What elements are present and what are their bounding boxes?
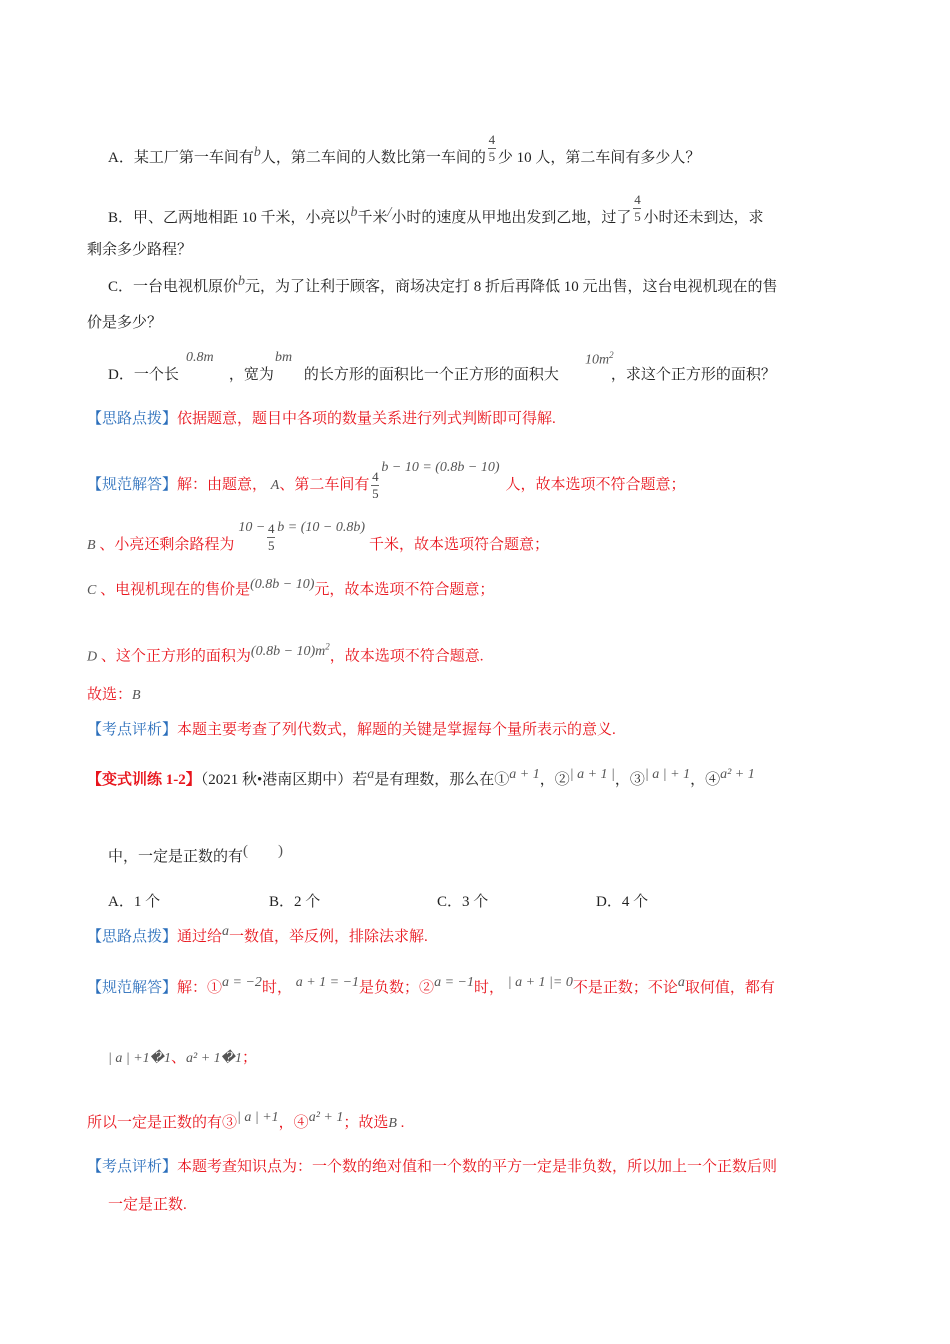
solution-a-line — [87, 459, 686, 501]
text: 是负数；② — [359, 980, 435, 996]
answer-blank: ( ) — [243, 843, 284, 859]
math-a: a — [367, 767, 375, 782]
inequality-line — [108, 1048, 257, 1069]
text: 不是正数；不论 — [572, 980, 678, 996]
math-expression: | a | +1�1 — [108, 1051, 171, 1066]
numerator: 4 — [488, 132, 496, 147]
text: 中，一定是正数的有 — [108, 849, 244, 865]
math-expression: 10 − — [238, 519, 266, 535]
math-a: a — [677, 975, 685, 990]
text: 少 10 人，第二车间有多少人？ — [497, 149, 701, 166]
math-exponent: 2 — [325, 641, 330, 651]
solution-label: 【规范解答】 — [87, 980, 178, 996]
option-b: B．2 个 — [269, 894, 321, 910]
math-expression: | a + 1 |= 0 — [507, 975, 573, 990]
math-area-base: 10m — [585, 352, 610, 368]
math-expression: | a + 1 | — [569, 767, 615, 782]
math-width: bm — [275, 350, 293, 365]
text: （2021 秋•港南区期中）若 — [200, 772, 368, 788]
review-label: 【考点评析】 — [87, 1159, 178, 1175]
text: 人，第二车间的人数比第一车间的 — [260, 149, 486, 166]
math-c-label: C — [87, 583, 97, 598]
text: ； — [242, 1050, 258, 1066]
numerator: 4 — [372, 469, 379, 484]
math-expression: a² + 1�1 — [186, 1051, 243, 1066]
math-expression: (0.8b − 10) — [250, 577, 315, 592]
math-expression: a = −1 — [434, 975, 474, 990]
text: 小时还未到达，求 — [643, 209, 764, 226]
solution-label: 【规范解答】 — [87, 476, 178, 493]
text: ，故本选项不符合题意. — [329, 648, 484, 665]
math-expression: a² + 1 — [308, 1110, 344, 1125]
denominator: 5 — [488, 149, 496, 164]
text: 电视机现在的售价是 — [115, 582, 251, 598]
fraction — [633, 193, 641, 224]
option-b-text — [108, 192, 764, 234]
option-c-continued: 价是多少？ — [87, 315, 163, 331]
option-c: C．3 个 — [437, 894, 489, 910]
hint-label: 【思路点拨】 — [87, 411, 178, 427]
text: B．甲、乙两地相距 10 千米，小亮以 — [108, 209, 351, 226]
math-a: A — [270, 477, 280, 493]
option-c-text — [108, 274, 778, 298]
answer-value: B — [132, 688, 141, 703]
text: 解：① — [177, 980, 223, 996]
text: 的长方形的面积比一个正方形的面积大 — [303, 367, 559, 383]
text: 第二车间有 — [294, 476, 370, 493]
text: 人，故本选项不符合题意； — [505, 476, 686, 493]
numerator: 4 — [268, 521, 275, 536]
denominator: 5 — [268, 538, 275, 553]
text: 通过给 — [177, 929, 223, 945]
text: ，求这个正方形的面积？ — [610, 367, 776, 383]
question-2-line — [87, 767, 755, 791]
text: 千米，故本选项符合题意； — [369, 536, 550, 553]
math-expression-base: (0.8b − 10)m — [250, 643, 326, 659]
denominator: 5 — [634, 209, 641, 224]
math-expression: | a | +1 — [237, 1110, 279, 1125]
review-line — [87, 720, 616, 740]
review-label: 【考点评析】 — [87, 722, 178, 738]
math-area — [585, 350, 614, 369]
text: 解：由题意， — [177, 476, 268, 493]
answer-value: B — [388, 1116, 397, 1131]
text: ，宽为 — [228, 367, 274, 383]
hint-line — [87, 409, 556, 429]
math-expression: b = (10 − 0.8b) — [277, 519, 366, 535]
text: 取何值，都有 — [684, 980, 775, 996]
math-expression — [250, 641, 330, 659]
option-a: A．1 个 — [108, 894, 161, 910]
hint-line-2 — [87, 924, 428, 948]
numerator: 4 — [634, 192, 641, 207]
text: ，④ — [278, 1115, 309, 1131]
question-2-continued — [108, 843, 284, 867]
text: 、 — [279, 476, 295, 493]
review-text-continued: 一定是正数. — [108, 1197, 187, 1213]
fraction — [371, 470, 379, 501]
text: 、 — [100, 648, 116, 665]
text: 小时的速度从甲地出发到乙地，过了 — [391, 209, 632, 226]
conclusion-line — [87, 1110, 405, 1134]
math-expression: b − 10 = (0.8b − 10) — [381, 459, 500, 475]
text: 小亮还剩余路程为 — [114, 536, 235, 553]
solution-b-line — [87, 519, 550, 561]
fraction — [267, 522, 275, 553]
text: 元，故本选项不符合题意； — [314, 582, 495, 598]
text: 是有理数，那么在① — [374, 772, 510, 788]
math-d-label: D — [87, 649, 98, 665]
math-expression: a + 1 — [509, 767, 540, 782]
math-expression: a = −2 — [222, 975, 262, 990]
math-a: a — [222, 924, 230, 939]
text: 这个正方形的面积为 — [115, 648, 251, 665]
review-text: 本题主要考查了列代数式，解题的关键是掌握每个量所表示的意义. — [177, 722, 616, 738]
math-expression: a + 1 = −1 — [295, 975, 360, 990]
math-b: b — [238, 274, 246, 289]
question-label: 【变式训练 1-2】 — [87, 772, 201, 788]
text: D．一个长 — [108, 367, 179, 383]
text: 所以一定是正数的有③ — [87, 1115, 238, 1131]
text: A．某工厂第一车间有 — [108, 149, 254, 166]
option-d-text — [108, 365, 776, 385]
option-a-text — [108, 132, 701, 174]
review-text: 本题考查知识点为：一个数的绝对值和一个数的平方一定是非负数，所以加上一个正数后则 — [177, 1159, 778, 1175]
solution-d-line — [87, 642, 484, 668]
text: 一数值，举反例，排除法求解. — [229, 929, 428, 945]
text: ，④ — [690, 772, 721, 788]
text: 、 — [171, 1050, 187, 1066]
math-b: b — [253, 144, 261, 160]
text: . — [400, 1115, 405, 1131]
math-expression: | a | + 1 — [644, 767, 691, 782]
review-line-2 — [87, 1157, 777, 1177]
text: 时， — [473, 980, 504, 996]
text: 时， — [261, 980, 292, 996]
option-d: D．4 个 — [596, 894, 649, 910]
denominator: 5 — [372, 486, 379, 501]
option-b-continued: 剩余多少路程？ — [87, 242, 193, 258]
text: ，③ — [614, 772, 645, 788]
math-length: 0.8m — [186, 350, 214, 365]
answer-line — [87, 685, 141, 706]
text: 、 — [100, 582, 116, 598]
math-exponent: 2 — [609, 350, 614, 360]
math-b: b — [350, 204, 358, 220]
math-slash: / — [387, 204, 392, 220]
text: ；故选 — [343, 1115, 389, 1131]
text: 千米 — [357, 209, 388, 226]
solution-line-2 — [87, 975, 775, 999]
text: C．一台电视机原价 — [108, 279, 239, 295]
text: ，② — [539, 772, 570, 788]
text: 、 — [99, 536, 115, 553]
fraction — [488, 133, 496, 164]
math-expression: a² + 1 — [720, 767, 755, 782]
text: 故选： — [87, 687, 133, 703]
text: 元，为了让利于顾客，商场决定打 8 折后再降低 10 元出售，这台电视机现在的售 — [245, 279, 778, 295]
solution-c-line — [87, 577, 495, 601]
math-b-label: B — [87, 537, 96, 553]
hint-label: 【思路点拨】 — [87, 929, 178, 945]
hint-text: 依据题意，题目中各项的数量关系进行列式判断即可得解. — [177, 411, 556, 427]
